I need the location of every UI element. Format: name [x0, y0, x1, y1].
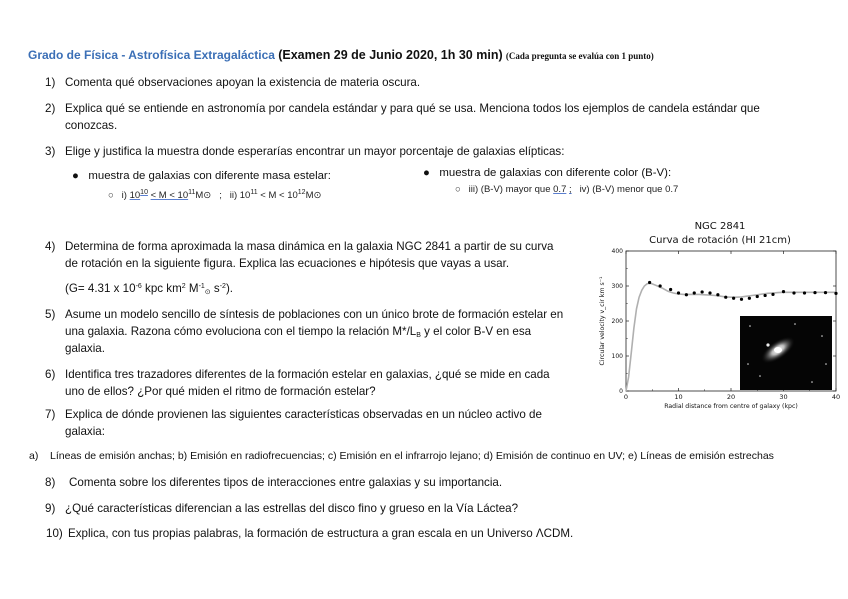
exponent: 12 [297, 189, 306, 196]
question-text: Comenta qué observaciones apoyan la existencia de materia oscura. [65, 76, 421, 89]
question-number: 7) [45, 408, 56, 421]
const-text: s [210, 282, 220, 295]
separator: ; [569, 184, 572, 195]
exponent: 2 [181, 283, 186, 290]
solar-mass-unit: M⊙ [305, 190, 322, 201]
chart-title: NGC 2841 [694, 221, 746, 232]
question-number: 5) [45, 308, 56, 321]
hollow-bullet-icon: ○ [108, 190, 114, 201]
question-number: 10) [46, 527, 63, 540]
x-tick-label: 30 [779, 393, 788, 401]
const-text: kpc km [141, 282, 182, 295]
solar-symbol: ⊙ [204, 289, 211, 296]
option-label: iv) (B-V) menor que 0.7 [579, 184, 679, 195]
x-tick-label: 10 [674, 393, 683, 401]
y-tick-label: 400 [611, 248, 623, 255]
data-point [824, 291, 827, 294]
x-tick-label: 0 [623, 393, 629, 401]
question-text-line2: conozcas. [65, 119, 118, 132]
y-tick-label: 100 [611, 353, 623, 360]
mass-options [108, 190, 321, 201]
exponent: 10 [140, 189, 148, 196]
question-text-line2: galaxia: [65, 425, 105, 438]
question-text: ¿Qué características diferencian a las estrellas del disco fino y grueso en la Vía Láctea? [65, 502, 519, 515]
rotation-curve-chart [590, 214, 840, 414]
star [759, 375, 761, 377]
data-point [782, 290, 785, 293]
chart-subtitle: Curva de rotación (HI 21cm) [649, 235, 791, 246]
question-text-line2: uno de ellos? ¿Por qué miden el ritmo de formación estelar? [65, 385, 376, 398]
y-tick-label: 0 [619, 388, 623, 395]
option-label: iii) (B-V) mayor que [468, 184, 551, 195]
x-tick-label: 40 [831, 393, 840, 401]
x-axis-label: Radial distance from centre of galaxy (kpc) [664, 403, 798, 410]
question-text-line3: galaxia. [65, 342, 105, 355]
option-value: < M < 10 [260, 190, 298, 201]
data-point [764, 294, 767, 297]
data-point [677, 291, 680, 294]
y-tick-label: 200 [611, 318, 623, 325]
bullet-color-sample [423, 167, 671, 179]
question-text-line1: Explica qué se entiende en astronomía por candela estándar y para qué se usa. Menciona todos los ejemplos de candela estándar que [65, 102, 760, 115]
question-number: 4) [45, 240, 56, 253]
data-point [648, 281, 651, 284]
exponent: -1 [198, 283, 205, 290]
bullet-dot-icon: ● [423, 167, 430, 179]
agn-features-list [29, 450, 774, 462]
separator: ; [219, 190, 222, 201]
text-part: una galaxia. Razona cómo evoluciona con el tiempo la relación M*/L [65, 325, 417, 338]
data-point [756, 295, 759, 298]
subscript: B [416, 332, 421, 339]
color-options [455, 184, 678, 195]
question-number: 8) [45, 476, 56, 489]
option-value: 10 [129, 190, 141, 201]
question-text-line1: Determina de forma aproximada la masa dinámica en la galaxia NGC 2841 a partir de su curva [65, 240, 554, 253]
question-text: Comenta sobre los diferentes tipos de interacciones entre galaxias y su importancia. [69, 476, 503, 489]
item-letter: a) [29, 450, 39, 462]
star [821, 335, 823, 337]
bullet-mass-sample [72, 170, 331, 182]
item-text: Líneas de emisión anchas; b) Emisión en radiofrecuencias; c) Emisión en el infrarrojo lejano; d) Emisión de continuo en UV; e) Líneas de emisión estrechas [50, 450, 774, 462]
question-text-line1: Explica de dónde provienen las siguientes características observadas en un núcleo activo de [65, 408, 542, 421]
galaxy-image [740, 316, 832, 390]
data-point [740, 298, 743, 301]
data-point [669, 288, 672, 291]
data-point [724, 296, 727, 299]
question-text: Explica, con tus propias palabras, la formación de estructura a gran escala en un Universo ΛCDM. [68, 527, 574, 540]
galaxy-core [774, 347, 782, 353]
option-value: 0.7 [553, 184, 567, 195]
exponent: 11 [250, 189, 258, 196]
exam-header [28, 48, 654, 62]
star [811, 381, 813, 383]
data-point [792, 291, 795, 294]
question-number: 6) [45, 368, 56, 381]
bright-star [766, 343, 769, 346]
exponent: -6 [135, 283, 142, 290]
star [825, 363, 827, 365]
x-tick-label: 20 [726, 393, 736, 401]
text-part: y el color B-V en esa [420, 325, 532, 338]
data-point [701, 290, 704, 293]
bullet-dot-icon: ● [72, 170, 79, 182]
option-value: < M < 10 [150, 190, 189, 201]
question-number: 9) [45, 502, 56, 515]
question-text-line2: de rotación en la siguiente figura. Explica las ecuaciones e hipótesis que vayas a usar. [65, 257, 510, 270]
data-point [834, 292, 837, 295]
data-point [716, 293, 719, 296]
bullet-text: muestra de galaxias con diferente masa estelar: [88, 170, 331, 182]
question-text-line1: Asume un modelo sencillo de síntesis de poblaciones con un único brote de formación estelar en [65, 308, 564, 321]
option-label: ii) 10 [229, 190, 251, 201]
exponent: 11 [188, 189, 196, 196]
star [749, 325, 751, 327]
const-text: ). [225, 282, 234, 295]
data-point [771, 293, 774, 296]
question-text-line2 [65, 323, 531, 340]
star [747, 363, 749, 365]
question-number: 2) [45, 102, 56, 115]
data-point [748, 297, 751, 300]
data-point [659, 284, 662, 287]
y-tick-label: 300 [611, 283, 623, 290]
question-number: 3) [45, 145, 56, 158]
y-axis-label: Circular velocity v_cir km s⁻¹ [599, 276, 606, 366]
option-label: i) [121, 190, 127, 201]
data-point [693, 291, 696, 294]
question-text: Elige y justifica la muestra donde esperarías encontrar un mayor porcentaje de galaxias elípticas: [65, 145, 565, 158]
const-text: M [185, 282, 199, 295]
data-point [708, 291, 711, 294]
const-text: (G= 4.31 x 10 [65, 282, 136, 295]
course-title: Grado de Física - Astrofísica Extragaláctica [28, 48, 275, 62]
question-number: 1) [45, 76, 56, 89]
gravitational-constant [65, 280, 233, 297]
data-point [813, 291, 816, 294]
star [794, 323, 796, 325]
solar-mass-unit: M⊙ [195, 190, 212, 201]
question-text-line1: Identifica tres trazadores diferentes de la formación estelar en galaxias, ¿qué se mide en cada [65, 368, 550, 381]
exam-info: (Examen 29 de Junio 2020, 1h 30 min) [278, 48, 503, 62]
data-point [685, 293, 688, 296]
data-point [803, 291, 806, 294]
grading-note: (Cada pregunta se evalúa con 1 punto) [505, 51, 654, 61]
exponent: -2 [219, 283, 226, 290]
data-point [732, 297, 735, 300]
bullet-text: muestra de galaxias con diferente color (B-V): [439, 167, 672, 179]
hollow-bullet-icon: ○ [455, 184, 461, 195]
